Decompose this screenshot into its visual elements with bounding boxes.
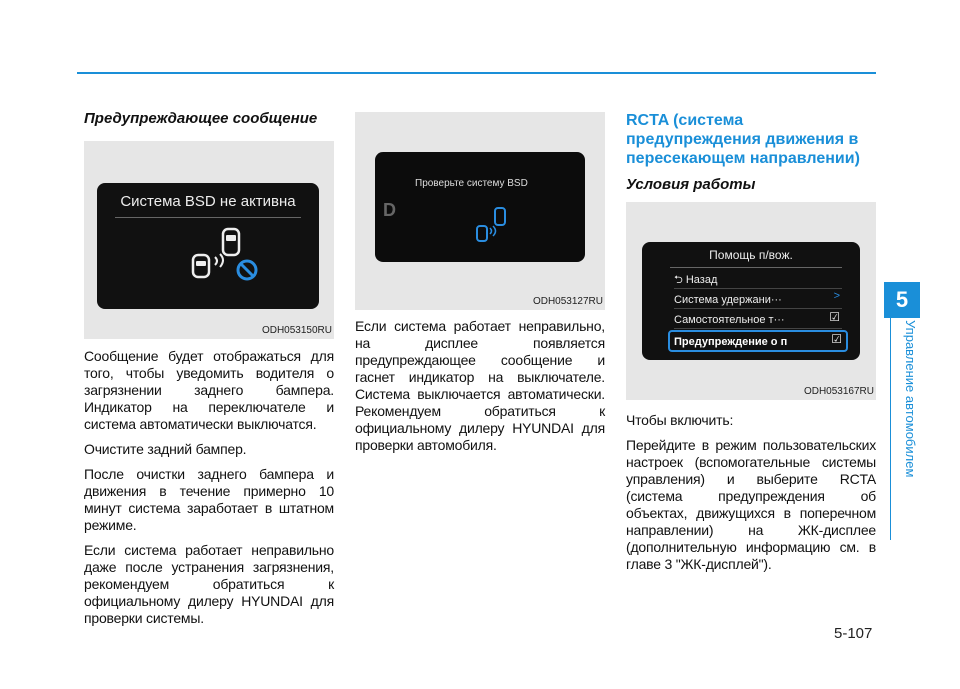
paragraph: Очистите задний бампер. <box>84 441 247 457</box>
check-bsd-figure <box>355 112 605 310</box>
menu-item-label: Предупреждение о п <box>674 336 788 348</box>
column-2-text <box>355 318 605 454</box>
gear-indicator: D <box>383 200 396 220</box>
menu-item-rcta-selected[interactable] <box>668 330 848 352</box>
menu-item-label: Самостоятельное т··· <box>674 314 785 326</box>
cluster-screen <box>97 183 319 309</box>
driver-assist-menu-figure <box>626 202 876 400</box>
paragraph: Перейдите в режим пользовательских настроек (вспомогательные системы управления) и выберите RCTA (система предупреждения об объектах, движущихся в поперечном направлении) на ЖК-дисплее (дополнительную информацию см. в главе 3 "ЖК-дисплей"). <box>626 437 876 572</box>
menu-item-label: ⮌ Назад <box>674 274 718 286</box>
paragraph: Если система работает неправильно, на дисплее появляется предупреждающее сообщение и гаснет индикатор на выключателе. Система выключается автоматически. Рекомендуем обратиться к официальному дилеру HYUNDAI для проверки автомобиля. <box>355 318 605 453</box>
checkbox-icon: ☑ <box>831 332 842 346</box>
checkbox-icon: ☑ <box>829 310 840 324</box>
figure-code: ODH053127RU <box>532 296 603 307</box>
column-1-text <box>84 348 334 627</box>
top-rule <box>77 72 876 74</box>
menu-screen <box>642 242 860 360</box>
menu-item-autonomous[interactable] <box>674 310 842 329</box>
chapter-number-tab: 5 <box>884 282 920 318</box>
column-1 <box>84 110 334 635</box>
warning-message-heading: Предупреждающее сообщение <box>84 110 318 127</box>
screen-message: Система BSD не активна <box>120 193 296 210</box>
paragraph: После очистки заднего бампера и движения в течение примерно 10 минут система заработает в штатном режиме. <box>84 466 334 533</box>
car-sensor-icon <box>465 206 525 256</box>
rcta-heading: RCTA (система предупреждения движения в пересекающем направлении) <box>626 112 860 167</box>
chevron-right-icon: > <box>833 290 840 302</box>
car-sensor-icon <box>177 225 297 305</box>
menu-item-back[interactable] <box>674 270 842 289</box>
screen-message: Проверьте систему BSD <box>415 178 528 189</box>
screen-divider <box>115 217 301 218</box>
bsd-inactive-figure <box>84 141 334 339</box>
paragraph: Сообщение будет отображаться для того, чтобы уведомить водителя о загрязнении заднего бампера. Индикатор на переключателе и система автоматически выключатся. <box>84 348 334 432</box>
menu-item-label: Система удержани··· <box>674 294 782 306</box>
figure-code: ODH053150RU <box>261 325 332 336</box>
cluster-screen <box>375 152 585 262</box>
figure-code: ODH053167RU <box>803 386 874 397</box>
menu-item-lane-keeping[interactable] <box>674 290 842 309</box>
operating-conditions-heading: Условия работы <box>626 176 756 193</box>
paragraph: Если система работает неправильно даже после устранения загрязнения, рекомендуем обратиться к официальному дилеру HYUNDAI для проверки системы. <box>84 542 334 626</box>
menu-divider <box>670 267 842 268</box>
chapter-title: Управление автомобилем <box>903 320 918 478</box>
column-2 <box>355 112 605 462</box>
column-3 <box>626 111 876 581</box>
page-number: 5-107 <box>834 625 873 642</box>
paragraph: Чтобы включить: <box>626 412 734 428</box>
column-3-text <box>626 412 876 573</box>
menu-title: Помощь п/вож. <box>709 248 793 262</box>
chapter-side-rule <box>890 310 891 540</box>
